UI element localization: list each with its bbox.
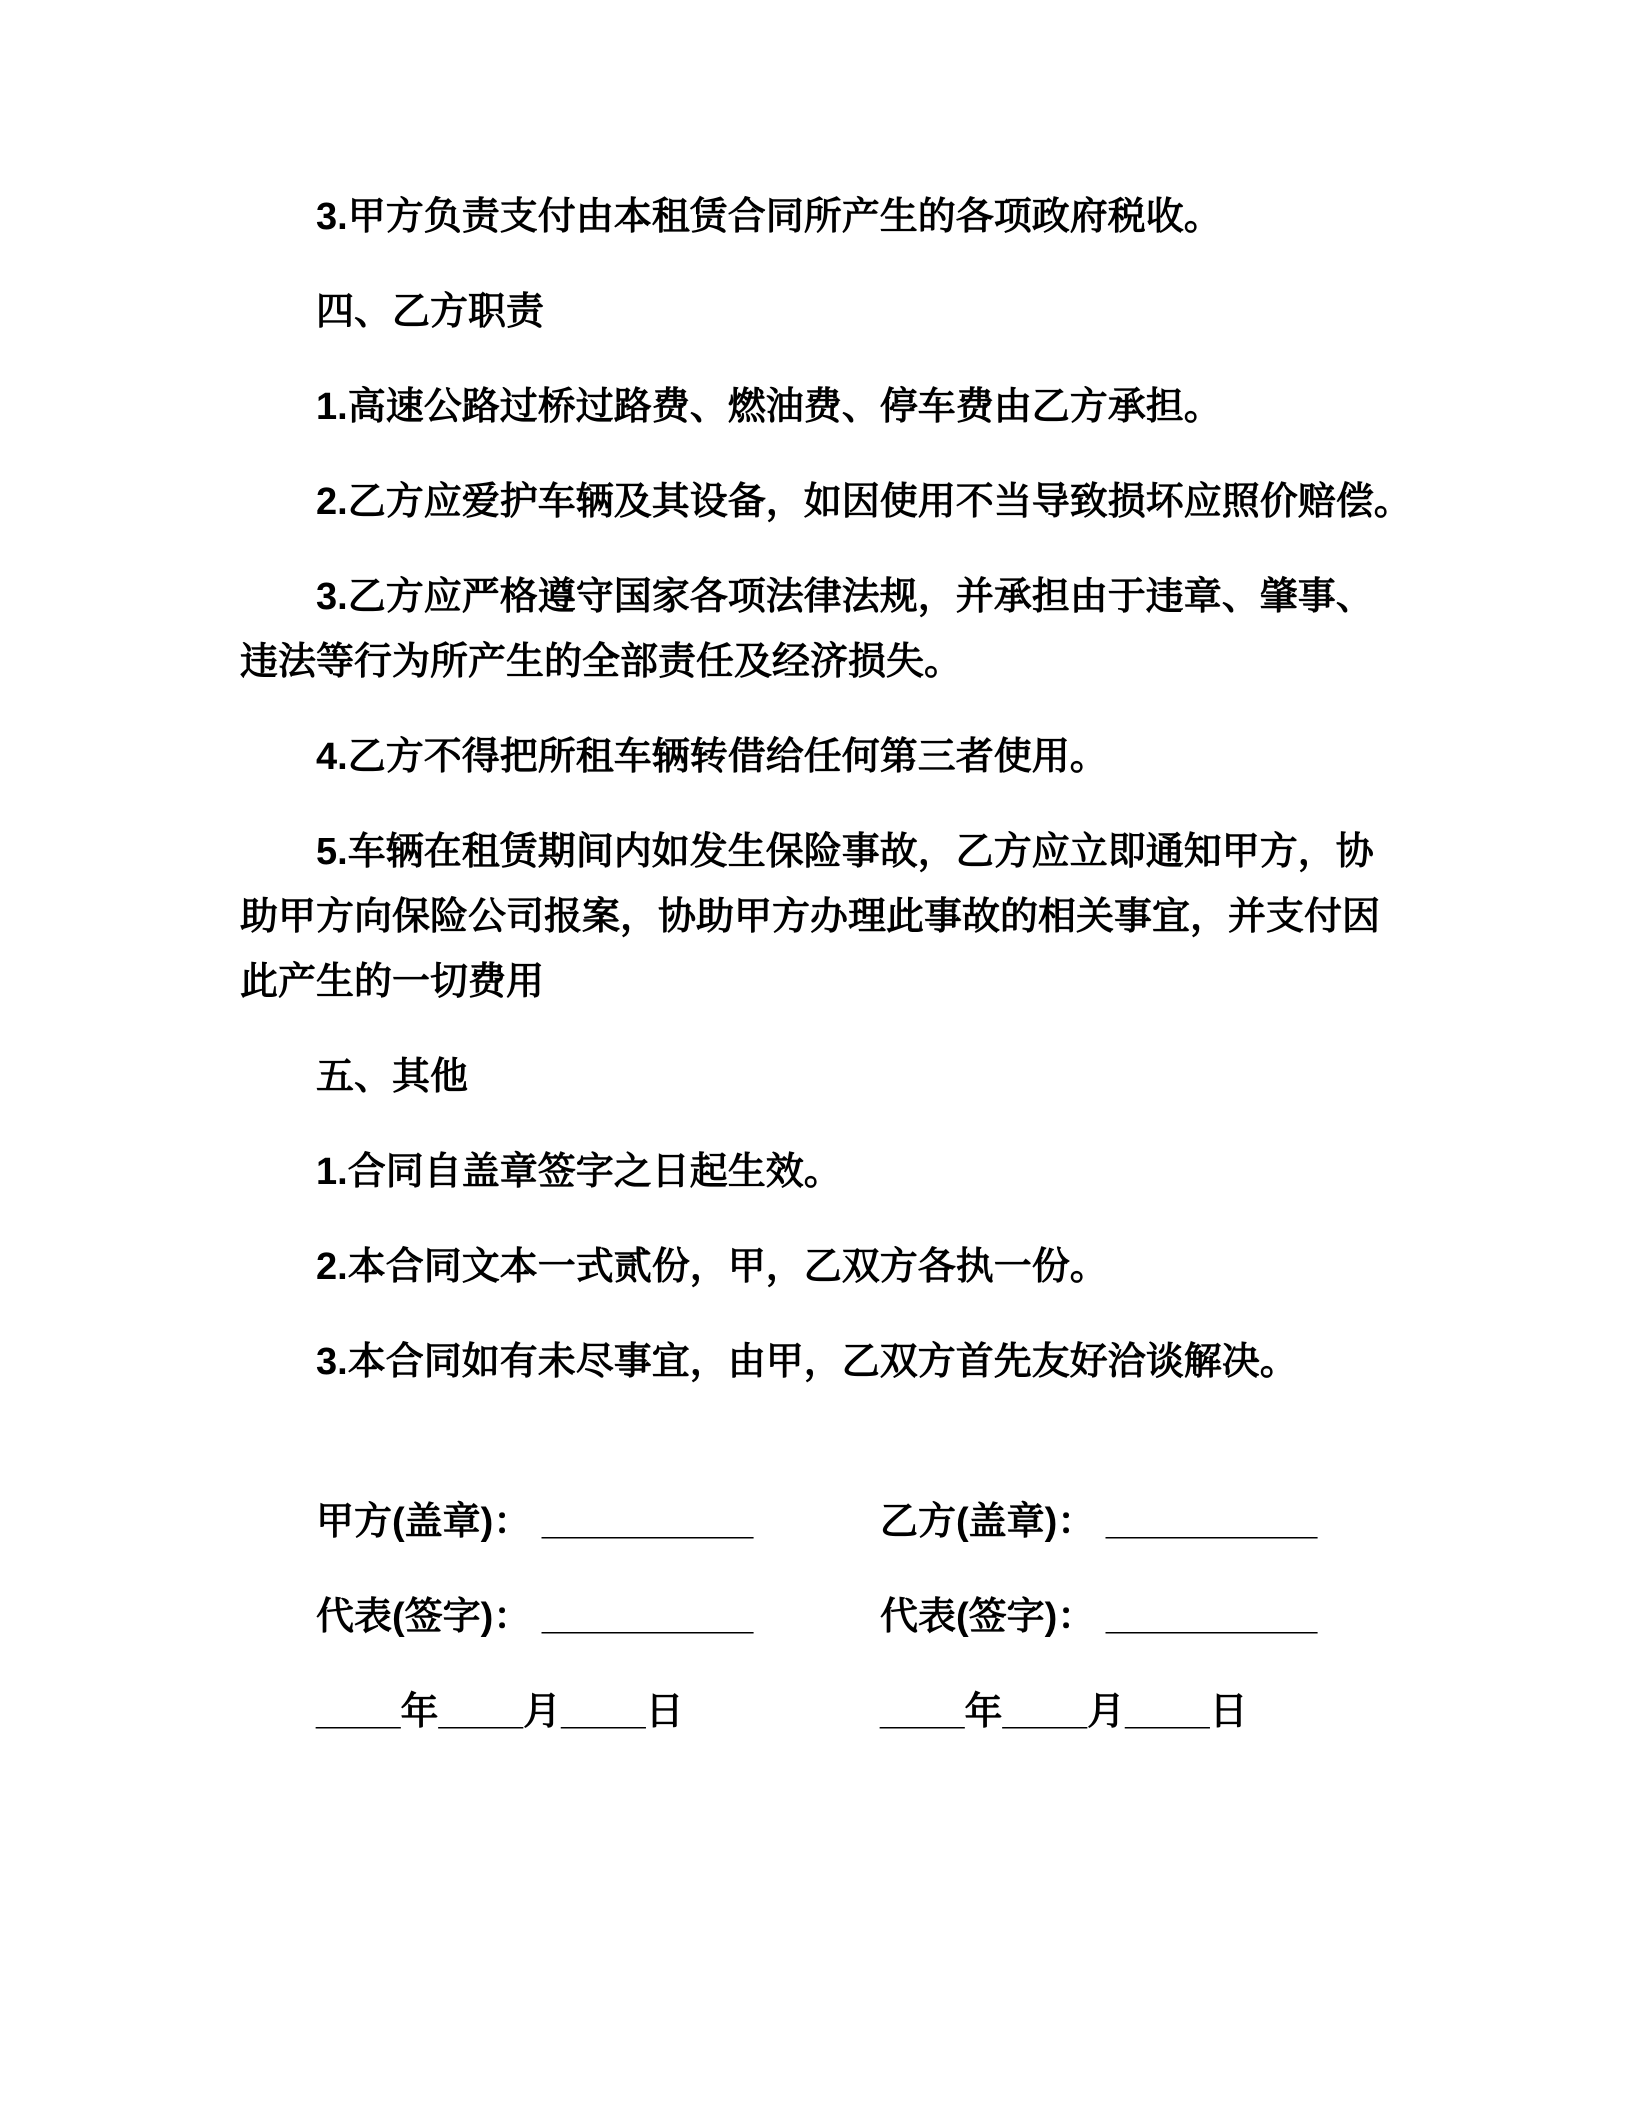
- document-line: 2.乙方应爱护车辆及其设备，如因使用不当导致损坏应照价赔偿。: [316, 481, 1412, 523]
- party-b-rep-blank: __________: [1095, 1596, 1318, 1638]
- party-a-rep-blank: __________: [531, 1596, 754, 1638]
- party-a-seal-label: 甲方(盖章)：: [316, 1501, 532, 1543]
- party-a-rep-cell: [316, 1585, 753, 1650]
- contract-document: [240, 185, 1412, 1775]
- clause-party-b-3: [240, 565, 1396, 695]
- document-line: 此产生的一切费用: [240, 961, 545, 1003]
- clause-party-b-2: [240, 470, 1412, 535]
- party-b-rep-cell: [880, 1585, 1317, 1650]
- clause-party-b-1: [240, 375, 1396, 440]
- party-b-seal-cell: [880, 1490, 1317, 1555]
- party-b-date-cell: [880, 1680, 1248, 1745]
- document-line: 五、其他: [316, 1056, 469, 1098]
- signature-rep-row: [240, 1585, 1396, 1650]
- document-line: 1.合同自盖章签字之日起生效。: [316, 1151, 842, 1193]
- document-line: 2.本合同文本一式贰份，甲，乙双方各执一份。: [316, 1246, 1108, 1288]
- heading-section-four: [240, 280, 1396, 345]
- clause-other-1: [240, 1140, 1396, 1205]
- heading-section-five: [240, 1045, 1396, 1110]
- party-a-date-blank: ____年____月____日: [316, 1691, 684, 1733]
- document-line: 1.高速公路过桥过路费、燃油费、停车费由乙方承担。: [316, 386, 1222, 428]
- document-line: 助甲方向保险公司报案，协助甲方办理此事故的相关事宜，并支付因: [240, 896, 1381, 938]
- signature-date-row: [240, 1680, 1396, 1745]
- party-a-seal-blank: __________: [531, 1501, 754, 1543]
- document-line: 3.乙方应严格遵守国家各项法律法规，并承担由于违章、肇事、: [316, 576, 1374, 618]
- party-a-date-cell: [316, 1680, 684, 1745]
- document-line: 3.甲方负责支付由本租赁合同所产生的各项政府税收。: [316, 196, 1222, 238]
- document-line: 四、乙方职责: [316, 291, 545, 333]
- document-line: 4.乙方不得把所租车辆转借给任何第三者使用。: [316, 736, 1108, 778]
- party-a-rep-label: 代表(签字)：: [316, 1596, 532, 1638]
- clause-party-a-duty-3: [240, 185, 1396, 250]
- party-b-seal-label: 乙方(盖章)：: [880, 1501, 1096, 1543]
- clause-party-b-5: [240, 820, 1396, 1015]
- party-b-date-blank: ____年____月____日: [880, 1691, 1248, 1733]
- signature-block: [240, 1490, 1396, 1745]
- party-b-seal-blank: __________: [1095, 1501, 1318, 1543]
- document-body: [240, 185, 1412, 1395]
- document-line: 5.车辆在租赁期间内如发生保险事故，乙方应立即通知甲方，协: [316, 831, 1374, 873]
- document-line: 3.本合同如有未尽事宜，由甲，乙双方首先友好洽谈解决。: [316, 1341, 1298, 1383]
- party-b-rep-label: 代表(签字)：: [880, 1596, 1096, 1638]
- signature-seal-row: [240, 1490, 1396, 1555]
- clause-other-3: [240, 1330, 1396, 1395]
- document-line: 违法等行为所产生的全部责任及经济损失。: [240, 641, 963, 683]
- party-a-seal-cell: [316, 1490, 753, 1555]
- clause-other-2: [240, 1235, 1396, 1300]
- clause-party-b-4: [240, 725, 1396, 790]
